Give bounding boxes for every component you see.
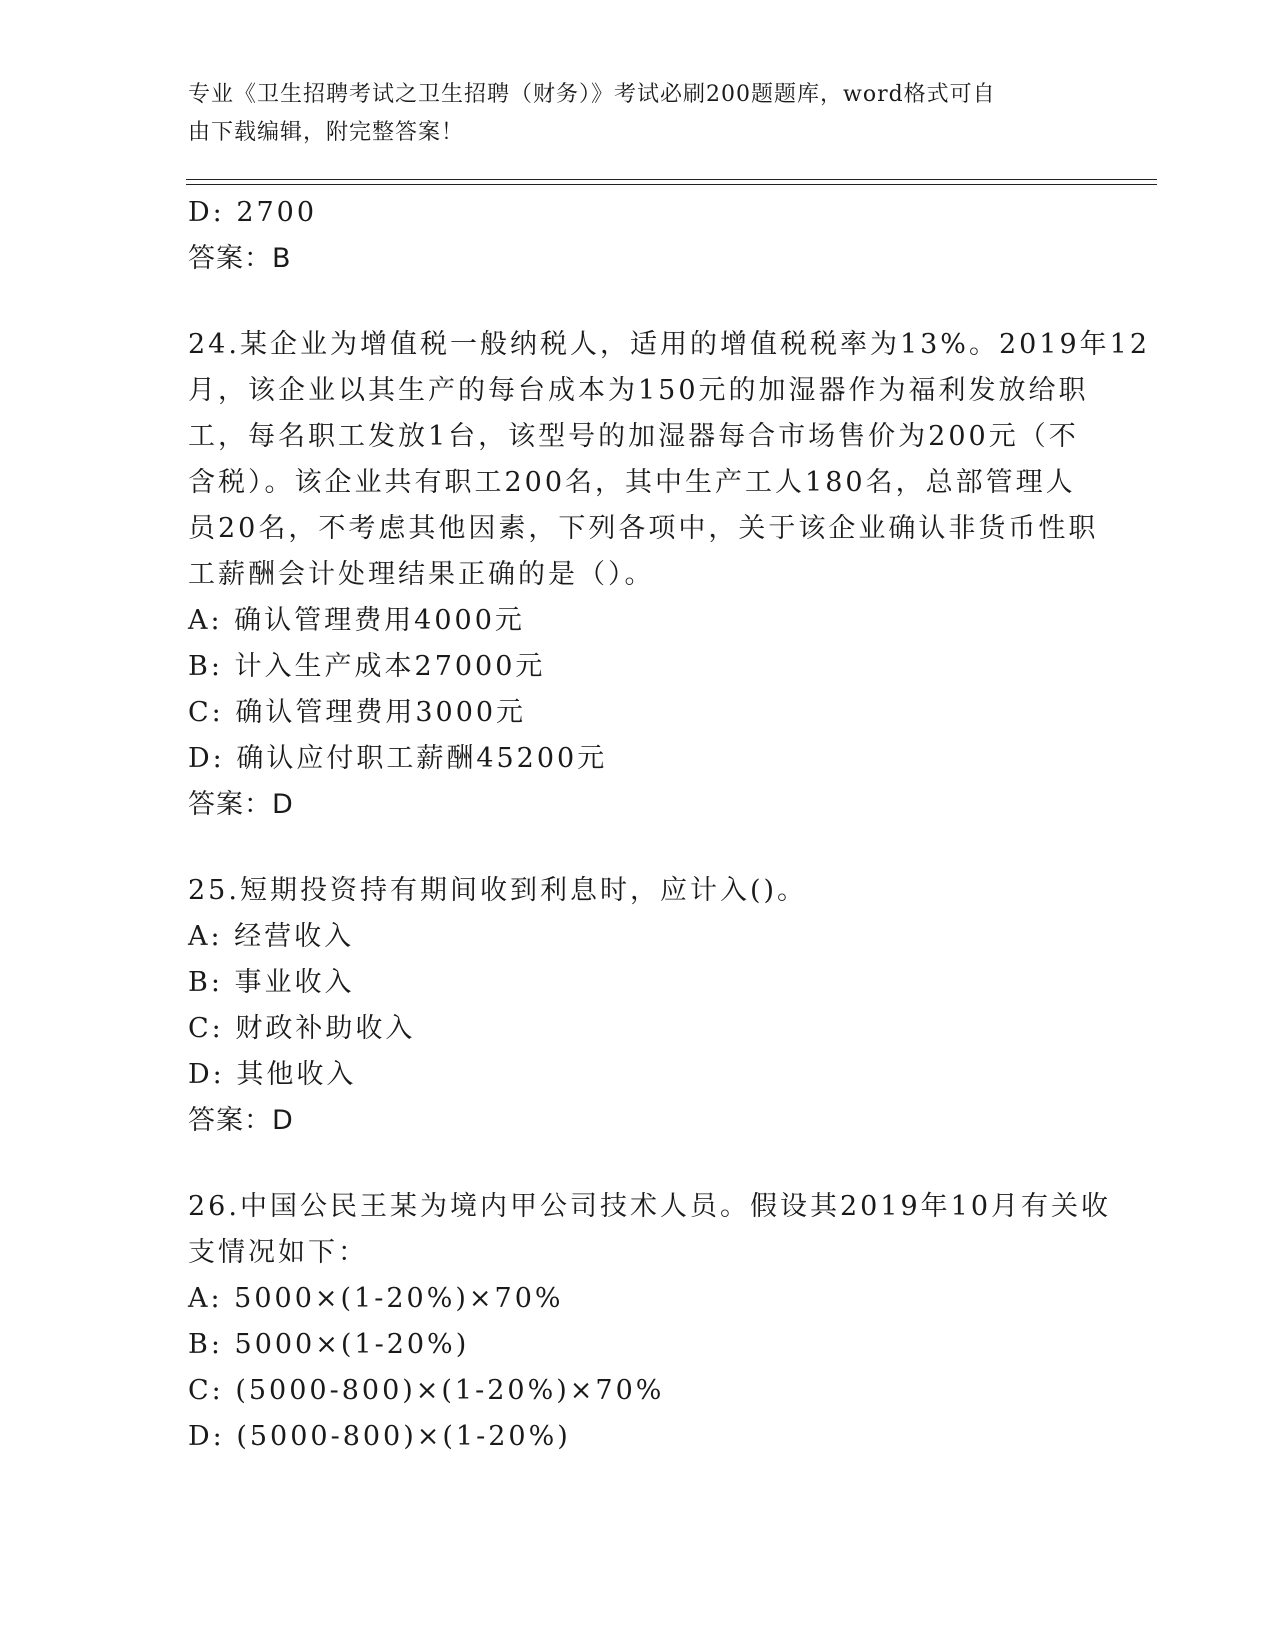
option-a: A: 经营收入 (188, 921, 355, 952)
stem-line: 25.短期投资持有期间收到利息时，应计入()。 (188, 875, 808, 906)
option-c: C: 财政补助收入 (188, 1013, 416, 1044)
option-b: B: 计入生产成本27000元 (188, 651, 546, 682)
question-25 (188, 868, 1088, 1144)
question-stem (188, 868, 1088, 914)
header-divider-bottom (186, 184, 1157, 185)
option-d: D: 2700 (188, 197, 318, 228)
stem-line: 支情况如下： (188, 1237, 368, 1268)
option-a: A: 5000×(1-20%)×70% (188, 1283, 564, 1314)
header-divider-top (186, 179, 1157, 180)
option-c: C: 确认管理费用3000元 (188, 697, 527, 728)
option-b: B: 5000×(1-20%) (188, 1329, 470, 1360)
stem-line: 月，该企业以其生产的每台成本为150元的加湿器作为福利发放给职 (188, 375, 1089, 406)
stem-line: 26.中国公民王某为境内甲公司技术人员。假设其2019年10月有关收 (188, 1191, 1112, 1222)
option-d: D: 确认应付职工薪酬45200元 (188, 743, 608, 774)
header-line-2: 由下载编辑，附完整答案！ (188, 120, 465, 145)
answer-line: 答案：B (188, 243, 292, 274)
stem-line: 员20名，不考虑其他因素，下列各项中，关于该企业确认非货币性职 (188, 513, 1099, 544)
answer-line: 答案：D (188, 789, 294, 820)
header-line-1: 专业《卫生招聘考试之卫生招聘（财务）》考试必刷200题题库，word格式可自 (188, 82, 996, 107)
option-d: D: 其他收入 (188, 1059, 357, 1090)
stem-line: 含税）。该企业共有职工200名，其中生产工人180名，总部管理人 (188, 467, 1076, 498)
document-header (188, 76, 1068, 152)
question-stem (188, 322, 1151, 598)
stem-line: 工薪酬会计处理结果正确的是（）。 (188, 559, 655, 590)
question-stem (188, 1184, 1112, 1276)
option-c: C: (5000-800)×(1-20%)×70% (188, 1375, 665, 1406)
previous-question-tail (188, 190, 1088, 282)
option-d: D: (5000-800)×(1-20%) (188, 1421, 571, 1452)
question-24 (188, 322, 1151, 828)
answer-line: 答案：D (188, 1105, 294, 1136)
question-26 (188, 1184, 1112, 1460)
option-a: A: 确认管理费用4000元 (188, 605, 525, 636)
option-b: B: 事业收入 (188, 967, 355, 998)
document-body (188, 190, 1151, 1460)
stem-line: 工，每名职工发放1台，该型号的加湿器每合市场售价为200元（不 (188, 421, 1079, 452)
stem-line: 24.某企业为增值税一般纳税人，适用的增值税税率为13%。2019年12 (188, 329, 1151, 360)
